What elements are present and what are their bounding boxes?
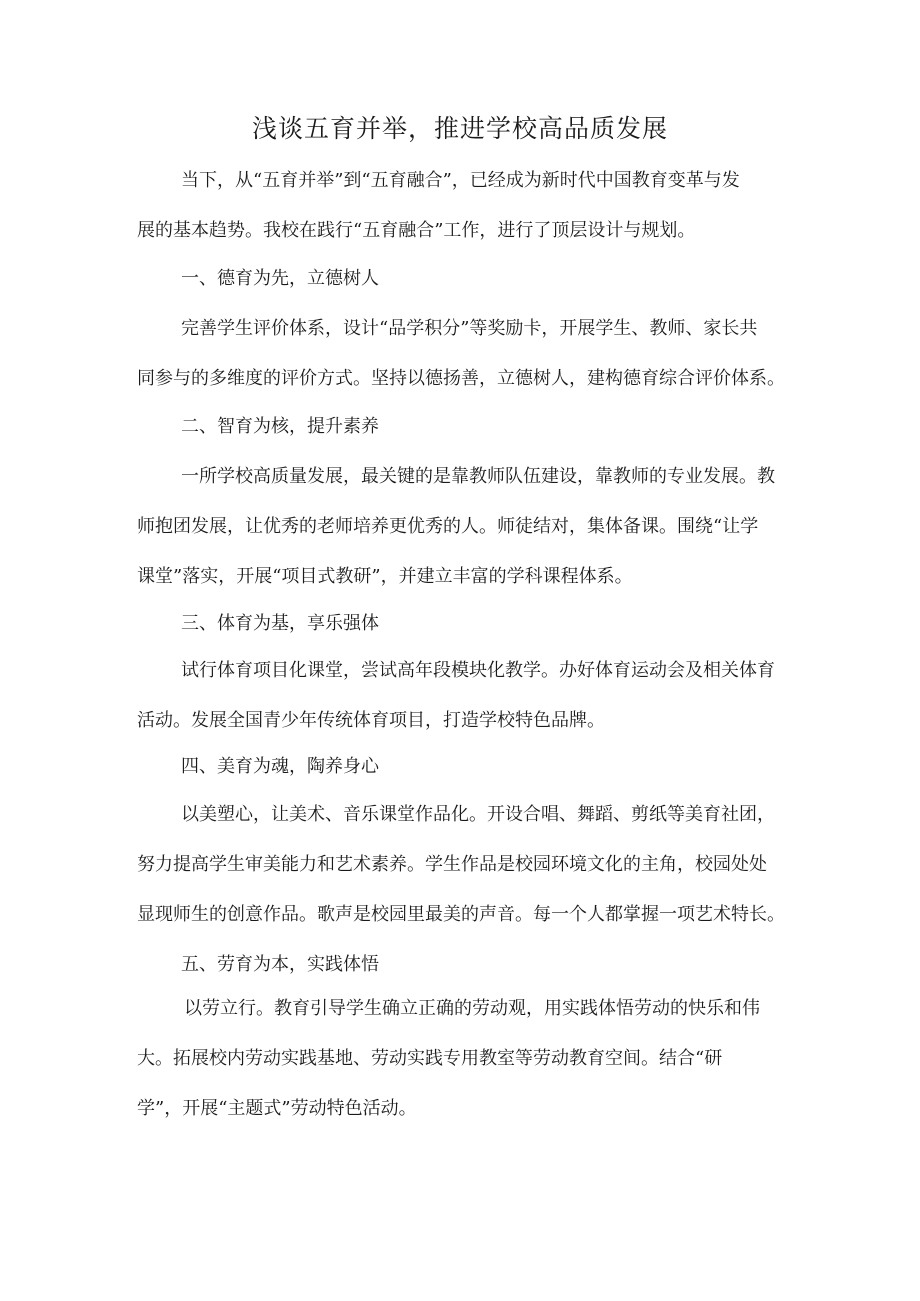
paragraph-line: 活动。发展全国青少年传统体育项目，打造学校特色品牌。 <box>137 710 605 731</box>
section-heading: 四、美育为魂，陶养身心 <box>181 756 379 777</box>
paragraph-line: 当下，从“五育并举”到“五育融合”，已经成为新时代中国教育变革与发 <box>181 170 740 191</box>
paragraph-line: 师抱团发展，让优秀的老师培养更优秀的人。师徒结对，集体备课。围绕“让学 <box>137 516 759 537</box>
paragraph-line: 试行体育项目化课堂，尝试高年段模块化教学。办好体育运动会及相关体育 <box>181 660 775 681</box>
section-heading-aesthetic <box>137 742 797 792</box>
paragraph-line: 努力提高学生审美能力和艺术素养。学生作品是校园环境文化的主角，校园处处 <box>137 854 767 875</box>
paragraph-line: 一所学校高质量发展，最关键的是靠教师队伍建设，靠教师的专业发展。教 <box>181 466 775 487</box>
section-heading-intellectual <box>137 402 797 452</box>
paragraph-line: 完善学生评价体系，设计“品学积分”等奖励卡，开展学生、教师、家长共 <box>181 318 758 339</box>
section-heading: 五、劳育为本，实践体悟 <box>181 954 379 975</box>
section-body-physical <box>137 646 797 746</box>
paragraph-line: 同参与的多维度的评价方式。坚持以德扬善，立德树人，建构德育综合评价体系。 <box>137 368 785 389</box>
paragraph-line: 以美塑心，让美术、音乐课堂作品化。开设合唱、舞蹈、剪纸等美育社团， <box>181 804 775 825</box>
section-heading-physical <box>137 599 797 649</box>
section-heading-labor <box>137 940 797 990</box>
paragraph-line: 显现师生的创意作品。歌声是校园里最美的声音。每一个人都掌握一项艺术特长。 <box>137 904 785 925</box>
section-body-labor <box>137 984 797 1134</box>
paragraph-line: 大。拓展校内劳动实践基地、劳动实践专用教室等劳动教育空间。结合“研 <box>137 1048 723 1069</box>
document-title: 浅谈五育并举，推进学校高品质发展 <box>251 114 668 143</box>
section-body-moral <box>137 304 797 404</box>
section-body-intellectual <box>137 452 797 602</box>
paragraph-line: 课堂”落实，开展“项目式教研”，并建立丰富的学科课程体系。 <box>137 566 633 587</box>
section-heading: 三、体育为基，享乐强体 <box>181 613 379 634</box>
section-heading: 二、智育为核，提升素养 <box>181 416 379 437</box>
paragraph-line: 以劳立行。教育引导学生确立正确的劳动观，用实践体悟劳动的快乐和伟 <box>184 998 760 1019</box>
intro-paragraph <box>137 156 797 256</box>
paragraph-line: 展的基本趋势。我校在践行“五育融合”工作，进行了顶层设计与规划。 <box>137 220 696 241</box>
section-body-aesthetic <box>137 790 797 940</box>
section-heading: 一、德育为先，立德树人 <box>181 268 379 289</box>
section-heading-moral <box>137 254 797 304</box>
paragraph-line: 学”，开展“主题式”劳动特色活动。 <box>137 1098 417 1119</box>
